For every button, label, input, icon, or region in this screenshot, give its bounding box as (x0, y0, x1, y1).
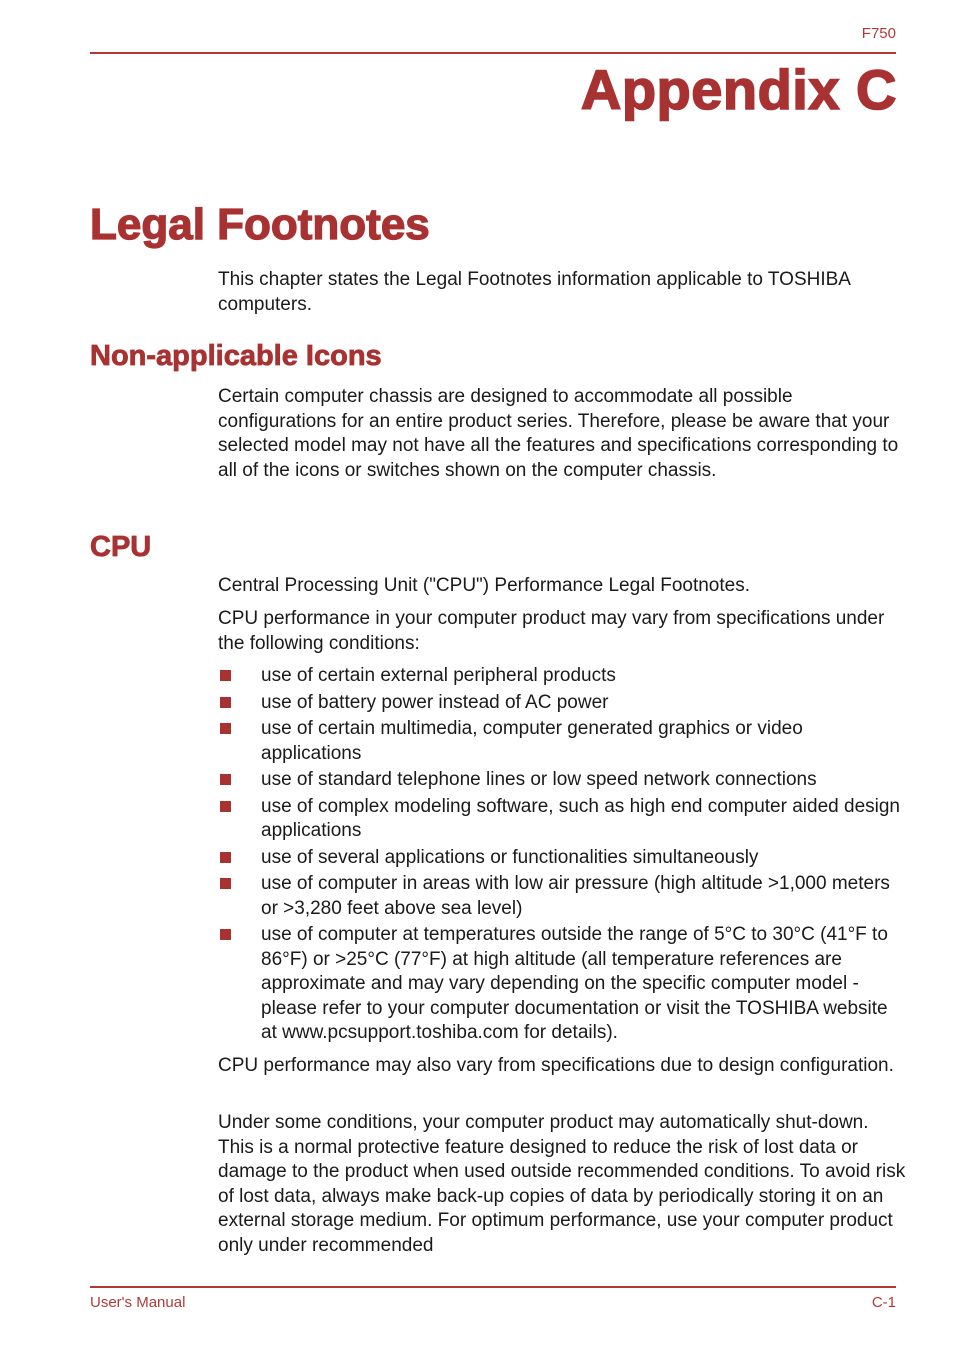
footer-manual-label: User's Manual (90, 1294, 186, 1311)
list-item: use of several applications or functionalities simultaneously (218, 846, 908, 871)
header-rule (90, 52, 896, 54)
list-item: use of standard telephone lines or low speed network connections (218, 768, 908, 793)
cpu-paragraph-4: Under some conditions, your computer product may automatically shut-down. This is a normal protective feature designed to reduce the risk of lost data or damage to the product when used outside recommended conditions. To avoid risk of lost data, always make back-up copies of data by periodically storing it on an external storage medium. For optimum performance, use your computer product only under recommended (218, 1112, 906, 1256)
footer-rule (90, 1286, 896, 1288)
section-intro: This chapter states the Legal Footnotes information applicable to TOSHIBA computers. (218, 269, 850, 315)
list-item: use of certain multimedia, computer generated graphics or video applications (218, 717, 908, 766)
non-applicable-text: Certain computer chassis are designed to accommodate all possible configurations for an entire product series. Therefore, please be aware that your selected model may not have all the features and specifications corresponding to all of the icons or switches shown on the computer chassis. (218, 386, 899, 481)
list-item: use of battery power instead of AC power (218, 691, 908, 716)
bullet-square-icon (220, 852, 231, 863)
model-label: F750 (861, 25, 896, 42)
chapter-title: Appendix C (580, 58, 897, 121)
section-title: Legal Footnotes (90, 200, 430, 249)
list-item: use of computer in areas with low air pressure (high altitude >1,000 meters or >3,280 feet above sea level) (218, 872, 908, 921)
cpu-paragraph-2: CPU performance in your computer product may vary from specifications under the following conditions: (218, 608, 885, 654)
list-item: use of computer at temperatures outside the range of 5°C to 30°C (41°F to 86°F) or >25°C (77°F) at high altitude (all temperature references are approximate and may vary depending on the specific computer model - please refer to your computer documentation or visit the TOSHIBA website at www.pcsupport.toshiba.com for details). (218, 923, 908, 1046)
heading-non-applicable-icons: Non-applicable Icons (90, 340, 382, 372)
heading-cpu: CPU (90, 531, 152, 563)
cpu-conditions-list (218, 664, 908, 1048)
bullet-square-icon (220, 801, 231, 812)
list-item: use of complex modeling software, such as high end computer aided design applications (218, 795, 908, 844)
footer-page-number: C-1 (871, 1294, 896, 1311)
bullet-square-icon (220, 774, 231, 785)
list-item: use of certain external peripheral products (218, 664, 908, 689)
cpu-paragraph-1: Central Processing Unit ("CPU") Performance Legal Footnotes. (218, 575, 750, 596)
bullet-square-icon (220, 929, 231, 940)
bullet-square-icon (220, 723, 231, 734)
cpu-paragraph-3: CPU performance may also vary from specifications due to design configuration. (218, 1055, 894, 1076)
bullet-square-icon (220, 697, 231, 708)
bullet-square-icon (220, 878, 231, 889)
bullet-square-icon (220, 670, 231, 681)
